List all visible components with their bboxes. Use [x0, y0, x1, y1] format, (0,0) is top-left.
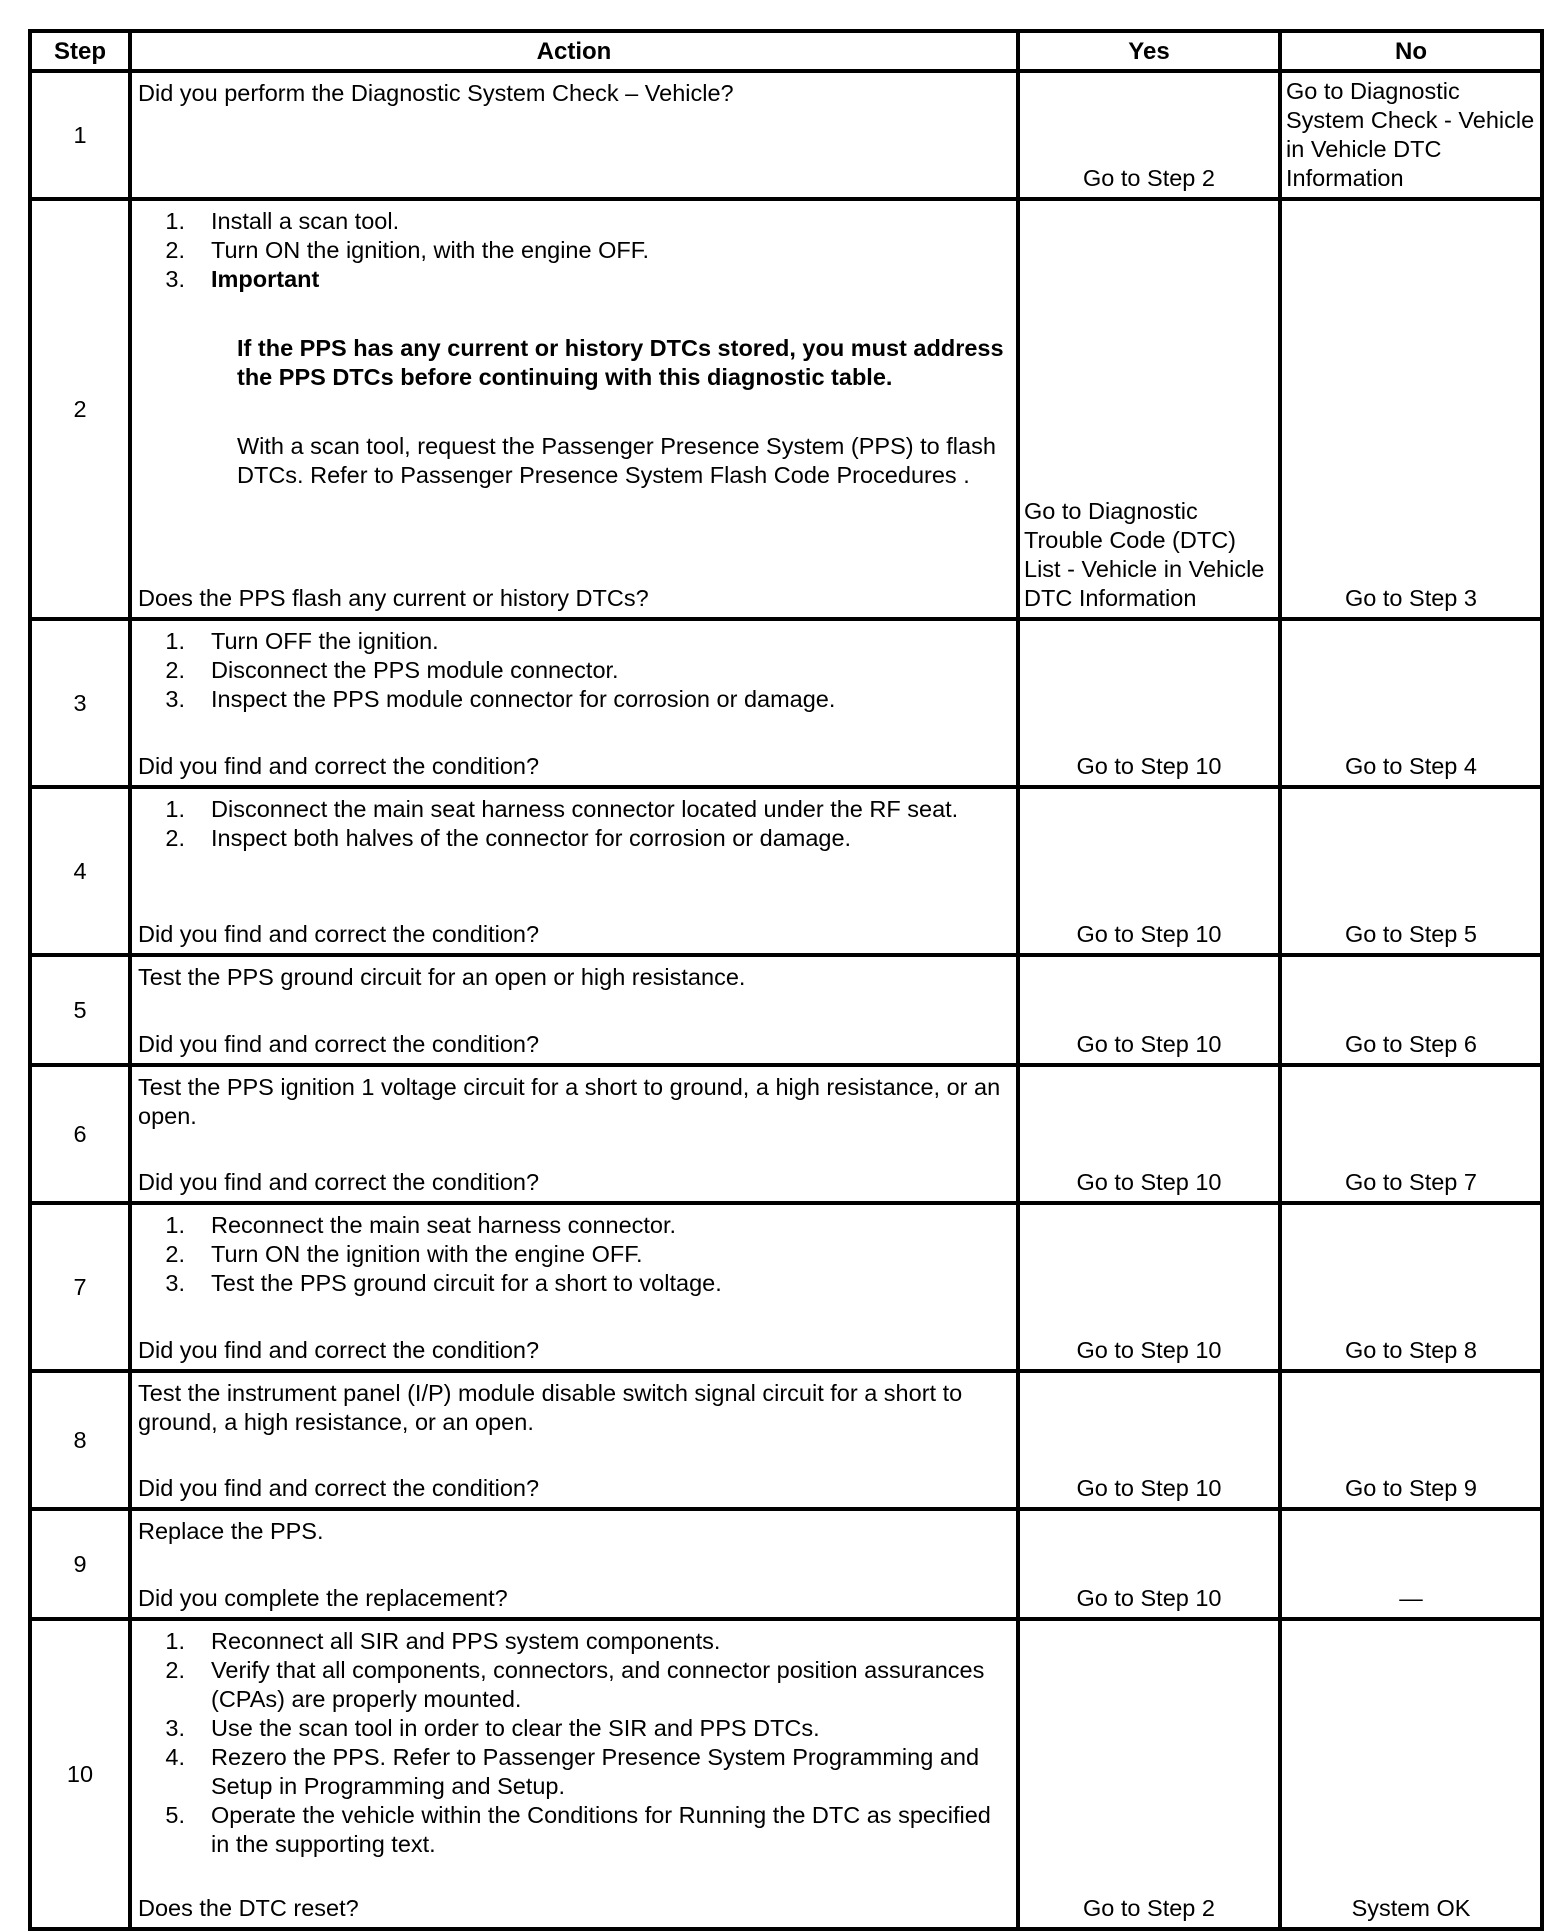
no-cell: — [1280, 1509, 1542, 1619]
list-item: 2. Inspect both halves of the connector for corrosion or damage. [165, 825, 852, 851]
step-number: 8 [30, 1371, 130, 1509]
action-text: Test the instrument panel (I/P) module disable switch signal circuit for a short to ground, a high resistance, or an open. [138, 1380, 963, 1435]
header-yes: Yes [1018, 31, 1280, 71]
header-row [30, 31, 1542, 71]
no-cell: Go to Step 7 [1280, 1065, 1542, 1203]
yes-cell: Go to Step 10 [1018, 619, 1280, 787]
yes-cell: Go to Diagnostic Trouble Code (DTC) List - Vehicle in Vehicle DTC Information [1018, 199, 1280, 619]
action-text: Test the PPS ignition 1 voltage circuit for a short to ground, a high resistance, or an open. [138, 1074, 1001, 1129]
action-cell [130, 955, 1018, 1065]
yes-cell: Go to Step 2 [1018, 71, 1280, 199]
diagnostic-table [28, 29, 1544, 1931]
action-question: Did you find and correct the condition? [138, 1337, 540, 1363]
action-question: Did you complete the replacement? [138, 1585, 508, 1611]
action-question: Did you find and correct the condition? [138, 1169, 540, 1195]
step-number: 6 [30, 1065, 130, 1203]
list-item: 1. Disconnect the main seat harness connector located under the RF seat. [165, 796, 959, 822]
table-row [30, 1509, 1542, 1619]
action-question: Does the PPS flash any current or history DTCs? [138, 585, 649, 611]
action-question: Did you find and correct the condition? [138, 921, 540, 947]
action-steps [138, 1627, 1010, 1859]
instruction-text: With a scan tool, request the Passenger Presence System (PPS) to flash DTCs. Refer to Passenger Presence System Flash Code Procedures . [237, 433, 996, 488]
table-row [30, 1371, 1542, 1509]
action-question: Did you find and correct the condition? [138, 1031, 540, 1057]
action-steps [138, 1211, 1010, 1298]
list-item: 4. Rezero the PPS. Refer to Passenger Presence System Programming and Setup in Programming and Setup. [165, 1744, 980, 1799]
action-question: Did you find and correct the condition? [138, 1475, 540, 1501]
list-item: 2. Turn ON the ignition with the engine OFF. [165, 1241, 643, 1267]
list-item: 1. Turn OFF the ignition. [165, 628, 439, 654]
action-steps [138, 627, 1010, 714]
step-number: 9 [30, 1509, 130, 1619]
no-cell: Go to Step 6 [1280, 955, 1542, 1065]
action-cell [130, 787, 1018, 955]
action-text: Test the PPS ground circuit for an open or high resistance. [138, 964, 746, 990]
action-question: Did you find and correct the condition? [138, 753, 540, 779]
no-cell: Go to Diagnostic System Check - Vehicle in Vehicle DTC Information [1280, 71, 1542, 199]
action-text: Replace the PPS. [138, 1518, 324, 1544]
action-cell [130, 1619, 1018, 1929]
yes-cell: Go to Step 10 [1018, 787, 1280, 955]
action-question: Did you perform the Diagnostic System Check – Vehicle? [138, 80, 734, 106]
no-cell: Go to Step 9 [1280, 1371, 1542, 1509]
important-note: If the PPS has any current or history DTCs stored, you must address the PPS DTCs before continuing with this diagnostic table. [237, 335, 1004, 390]
action-question: Does the DTC reset? [138, 1895, 359, 1921]
important-label: Important [211, 266, 320, 292]
list-item: 2. Turn ON the ignition, with the engine OFF. [165, 237, 650, 263]
table-row [30, 71, 1542, 199]
no-cell: Go to Step 5 [1280, 787, 1542, 955]
yes-cell: Go to Step 10 [1018, 1371, 1280, 1509]
list-item: 1. Reconnect the main seat harness connector. [165, 1212, 677, 1238]
list-item: 3. Important [138, 265, 1010, 294]
action-steps [138, 795, 1010, 853]
list-item: 2. Verify that all components, connectors, and connector position assurances (CPAs) are properly mounted. [165, 1657, 985, 1712]
step-number: 4 [30, 787, 130, 955]
yes-cell: Go to Step 10 [1018, 955, 1280, 1065]
header-step: Step [30, 31, 130, 71]
step-number: 3 [30, 619, 130, 787]
list-item: 1. Install a scan tool. [165, 208, 400, 234]
action-cell [130, 619, 1018, 787]
step-number: 10 [30, 1619, 130, 1929]
step-number: 7 [30, 1203, 130, 1371]
yes-cell: Go to Step 10 [1018, 1509, 1280, 1619]
table-row [30, 1065, 1542, 1203]
action-cell [130, 71, 1018, 199]
table-row [30, 1203, 1542, 1371]
no-cell: System OK [1280, 1619, 1542, 1929]
list-item: 5. Operate the vehicle within the Conditions for Running the DTC as specified in the supporting text. [165, 1802, 991, 1857]
table-row [30, 787, 1542, 955]
step-number: 2 [30, 199, 130, 619]
yes-cell: Go to Step 10 [1018, 1203, 1280, 1371]
action-cell [130, 1203, 1018, 1371]
table-row [30, 619, 1542, 787]
action-cell [130, 1509, 1018, 1619]
header-action: Action [130, 31, 1018, 71]
no-cell: Go to Step 3 [1280, 199, 1542, 619]
yes-cell: Go to Step 2 [1018, 1619, 1280, 1929]
step-number: 5 [30, 955, 130, 1065]
action-cell [130, 199, 1018, 619]
list-item: 2. Disconnect the PPS module connector. [165, 657, 619, 683]
step-number: 1 [30, 71, 130, 199]
list-item: 3. Use the scan tool in order to clear the SIR and PPS DTCs. [165, 1715, 820, 1741]
list-item: 1. Reconnect all SIR and PPS system components. [165, 1628, 721, 1654]
header-no: No [1280, 31, 1542, 71]
table-row [30, 955, 1542, 1065]
list-item: 3. Test the PPS ground circuit for a short to voltage. [165, 1270, 722, 1296]
action-steps [138, 207, 1010, 294]
yes-cell: Go to Step 10 [1018, 1065, 1280, 1203]
table-row [30, 1619, 1542, 1929]
table-row [30, 199, 1542, 619]
action-cell [130, 1371, 1018, 1509]
no-cell: Go to Step 8 [1280, 1203, 1542, 1371]
list-item: 3. Inspect the PPS module connector for corrosion or damage. [165, 686, 836, 712]
no-cell: Go to Step 4 [1280, 619, 1542, 787]
action-cell [130, 1065, 1018, 1203]
